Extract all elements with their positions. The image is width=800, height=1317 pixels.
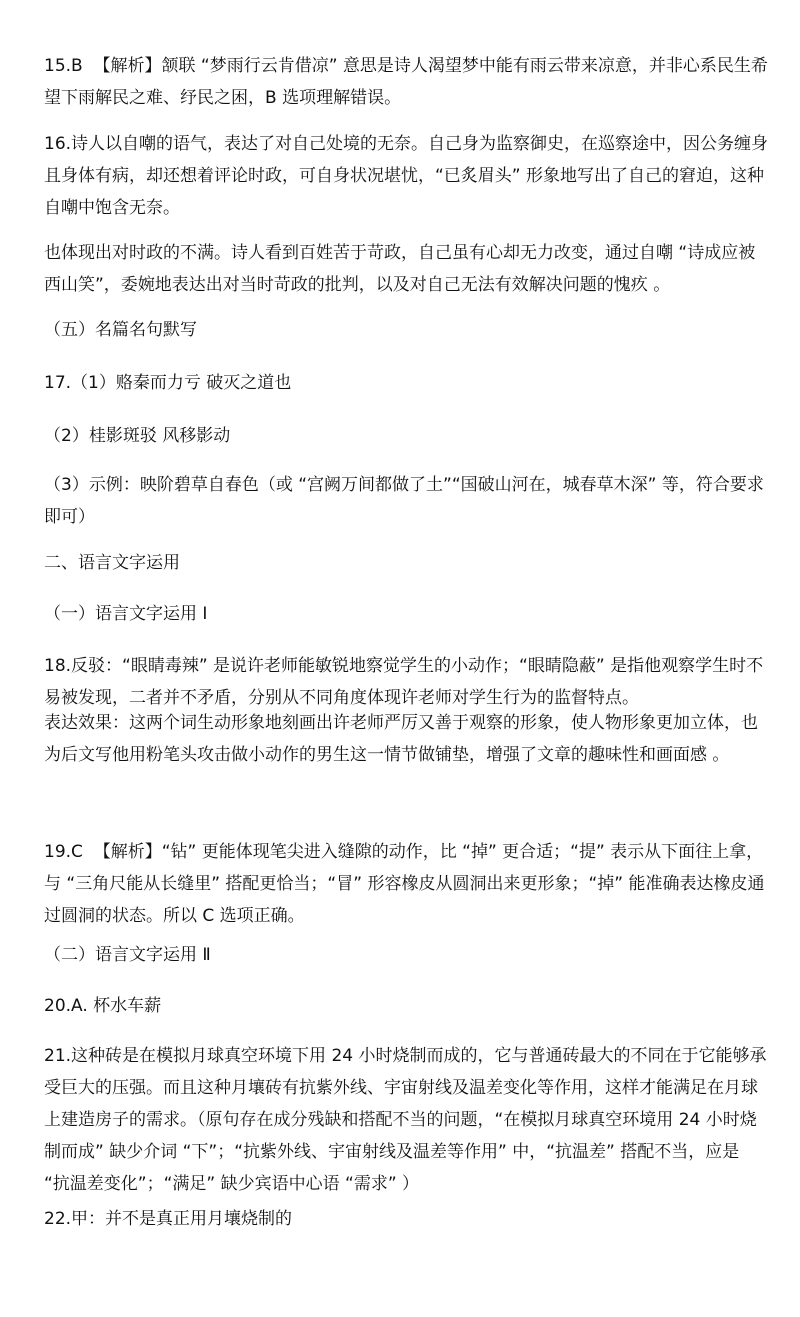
answer-18-effect: 表达效果：这两个词生动形象地刻画出许老师严厉又善于观察的形象，使人物形象更加立体，也为后文写他用粉笔头攻击做小动作的男生这一情节做铺垫，增强了文章的趣味性和画面感 。 — [44, 713, 758, 765]
answer-21: 21.这种砖是在模拟月球真空环境下用 24 小时烧制而成的，它与普通砖最大的不同在于它能够承受巨大的压强。而且这种月壤砖有抗紫外线、宇宙射线及温差变化等作用，这样才能满足在月球上建造房子的需求。（原句存在成分残缺和搭配不当的问题，“在模拟月球真空环境用 24 小时烧制而成” 缺少介词 “下”；“抗紫外线、宇宙射线及温差等作用” 中，“抗温差” 搭配不当，应是 “抗温差变化”；“满足” 缺少宾语中心语 “需求” ） — [44, 1046, 767, 1194]
answer-19: 19.C 【解析】“钻” 更能体现笔尖进入缝隙的动作，比 “掉” 更合适；“提” 表示从下面往上拿，与 “三角尺能从长缝里” 搭配更恰当；“冒” 形容橡皮从圆洞出来更形象；“掉” 能准确表达橡皮通过圆洞的状态。所以 C 选项正确。 — [44, 842, 765, 926]
answer-22: 22.甲：并不是真正用月壤烧制的 — [44, 1209, 293, 1229]
answer-16-part1: 16.诗人以自嘲的语气，表达了对自己处境的无奈。自己身为监察御史，在巡察途中，因公务缠身且身体有病，却还想着评论时政，可自身状况堪忧，“已炙眉头” 形象地写出了自己的窘迫，这种自嘲中饱含无奈。 — [44, 134, 769, 218]
section-heading-5: （五）名篇名句默写 — [44, 320, 197, 340]
subsection-heading-2: （二）语言文字运用 Ⅱ — [44, 945, 211, 965]
answer-18-rebuttal: 18.反驳：“眼睛毒辣” 是说许老师能敏锐地察觉学生的小动作；“眼睛隐蔽” 是指他观察学生时不易被发现，二者并不矛盾，分别从不同角度体现许老师对学生行为的监督特点。 — [44, 656, 764, 708]
answer-20: 20.A. 杯水车薪 — [44, 996, 162, 1016]
subsection-heading-1: （一）语言文字运用 Ⅰ — [44, 604, 208, 624]
answer-17-3: （3）示例：映阶碧草自春色（或 “宫阙万间都做了土”“国破山河在，城春草木深” 等，符合要求即可） — [44, 475, 764, 527]
section-heading-2: 二、语言文字运用 — [44, 553, 180, 573]
answer-15: 15.B 【解析】颔联 “梦雨行云肯借凉” 意思是诗人渴望梦中能有雨云带来凉意，并非心系民生希望下雨解民之难、纾民之困，B 选项理解错误。 — [44, 56, 768, 108]
answer-17-2: （2）桂影斑驳 风移影动 — [44, 426, 231, 446]
answer-17-1: 17.（1）赂秦而力亏 破灭之道也 — [44, 373, 292, 393]
answer-16-part2: 也体现出对时政的不满。诗人看到百姓苦于苛政，自己虽有心却无力改变，通过自嘲 “诗成应被西山笑”，委婉地表达出对当时苛政的批判，以及对自己无法有效解决问题的愧疚 。 — [44, 243, 756, 295]
